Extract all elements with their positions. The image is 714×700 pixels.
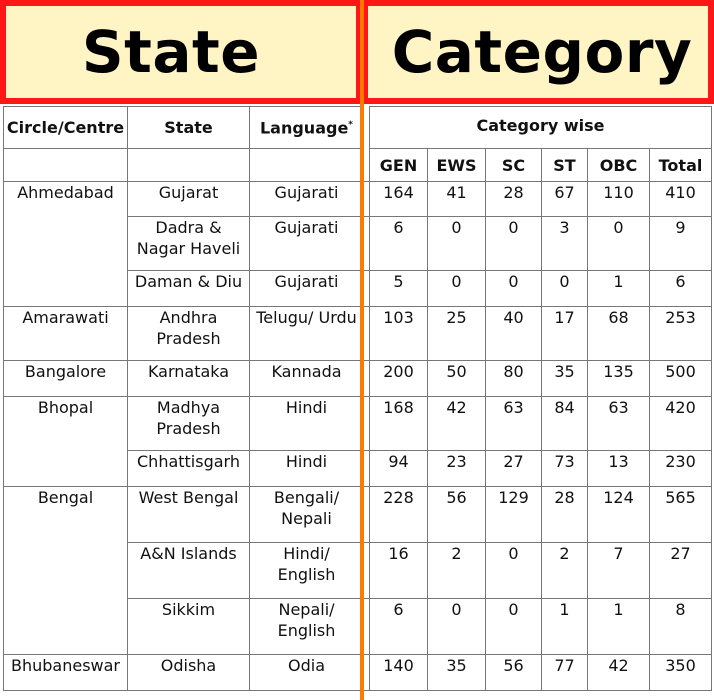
value-cell: 40 [486, 307, 542, 361]
header-row-2 [4, 149, 712, 182]
value-cell: 2 [428, 543, 486, 599]
state-cell: Andhra Pradesh [128, 307, 250, 361]
value-cell: 0 [542, 271, 588, 307]
vacancy-table [3, 106, 712, 691]
header-blank-1 [4, 149, 128, 182]
value-cell: 135 [588, 361, 650, 397]
category-banner [362, 0, 714, 104]
value-cell: 230 [650, 451, 712, 487]
value-cell: 7 [588, 543, 650, 599]
header-blank-3 [250, 149, 364, 182]
value-cell: 110 [588, 182, 650, 217]
value-cell: 253 [650, 307, 712, 361]
value-cell: 0 [486, 271, 542, 307]
header-row-1 [4, 107, 712, 149]
value-cell: 6 [650, 271, 712, 307]
state-cell: Dadra & Nagar Haveli [128, 217, 250, 271]
language-cell: Odia [250, 655, 364, 691]
value-cell: 35 [428, 655, 486, 691]
header-language-mark: * [348, 120, 354, 130]
state-banner-title: State [81, 18, 261, 86]
table-row [4, 487, 712, 543]
language-cell: Nepali/ English [250, 599, 364, 655]
circle-cell: Amarawati [4, 307, 128, 361]
value-cell: 27 [486, 451, 542, 487]
value-cell: 28 [486, 182, 542, 217]
value-cell: 0 [428, 599, 486, 655]
value-cell: 35 [542, 361, 588, 397]
language-cell: Gujarati [250, 182, 364, 217]
state-cell: A&N Islands [128, 543, 250, 599]
header-language [250, 107, 364, 149]
header-blank-2 [128, 149, 250, 182]
value-cell: 0 [428, 271, 486, 307]
language-cell: Hindi [250, 397, 364, 451]
value-cell: 42 [428, 397, 486, 451]
value-cell: 0 [486, 599, 542, 655]
value-cell: 3 [542, 217, 588, 271]
value-cell: 13 [588, 451, 650, 487]
value-cell: 350 [650, 655, 712, 691]
table-row [4, 361, 712, 397]
state-cell: West Bengal [128, 487, 250, 543]
column-divider [360, 0, 364, 700]
header-sc: SC [486, 149, 542, 182]
value-cell: 0 [486, 543, 542, 599]
value-cell: 56 [486, 655, 542, 691]
value-cell: 16 [370, 543, 428, 599]
value-cell: 129 [486, 487, 542, 543]
value-cell: 103 [370, 307, 428, 361]
value-cell: 0 [588, 217, 650, 271]
value-cell: 63 [588, 397, 650, 451]
value-cell: 420 [650, 397, 712, 451]
header-ews: EWS [428, 149, 486, 182]
table-row [4, 655, 712, 691]
state-cell: Chhattisgarh [128, 451, 250, 487]
value-cell: 73 [542, 451, 588, 487]
value-cell: 6 [370, 217, 428, 271]
value-cell: 50 [428, 361, 486, 397]
value-cell: 0 [428, 217, 486, 271]
value-cell: 565 [650, 487, 712, 543]
state-cell: Madhya Pradesh [128, 397, 250, 451]
value-cell: 2 [542, 543, 588, 599]
state-cell: Daman & Diu [128, 271, 250, 307]
header-total: Total [650, 149, 712, 182]
value-cell: 140 [370, 655, 428, 691]
language-cell: Hindi [250, 451, 364, 487]
state-banner [0, 0, 362, 104]
value-cell: 8 [650, 599, 712, 655]
category-banner-title: Category [391, 18, 693, 86]
value-cell: 67 [542, 182, 588, 217]
language-cell: Hindi/ English [250, 543, 364, 599]
value-cell: 164 [370, 182, 428, 217]
value-cell: 228 [370, 487, 428, 543]
value-cell: 41 [428, 182, 486, 217]
table-row [4, 397, 712, 451]
header-category-group: Category wise [370, 107, 712, 149]
value-cell: 23 [428, 451, 486, 487]
value-cell: 500 [650, 361, 712, 397]
value-cell: 1 [588, 271, 650, 307]
value-cell: 27 [650, 543, 712, 599]
value-cell: 1 [588, 599, 650, 655]
value-cell: 124 [588, 487, 650, 543]
header-obc: OBC [588, 149, 650, 182]
state-cell: Sikkim [128, 599, 250, 655]
value-cell: 42 [588, 655, 650, 691]
language-cell: Bengali/ Nepali [250, 487, 364, 543]
state-cell: Odisha [128, 655, 250, 691]
circle-cell: Bhopal [4, 397, 128, 487]
header-circle: Circle/Centre [4, 107, 128, 149]
value-cell: 9 [650, 217, 712, 271]
value-cell: 0 [486, 217, 542, 271]
header-state: State [128, 107, 250, 149]
header-gen: GEN [370, 149, 428, 182]
value-cell: 6 [370, 599, 428, 655]
value-cell: 410 [650, 182, 712, 217]
language-cell: Telugu/ Urdu [250, 307, 364, 361]
language-cell: Kannada [250, 361, 364, 397]
value-cell: 68 [588, 307, 650, 361]
circle-cell: Ahmedabad [4, 182, 128, 307]
header-st: ST [542, 149, 588, 182]
value-cell: 17 [542, 307, 588, 361]
value-cell: 200 [370, 361, 428, 397]
language-cell: Gujarati [250, 271, 364, 307]
value-cell: 1 [542, 599, 588, 655]
circle-cell: Bhubaneswar [4, 655, 128, 691]
circle-cell: Bangalore [4, 361, 128, 397]
circle-cell: Bengal [4, 487, 128, 655]
value-cell: 77 [542, 655, 588, 691]
value-cell: 168 [370, 397, 428, 451]
value-cell: 56 [428, 487, 486, 543]
value-cell: 94 [370, 451, 428, 487]
value-cell: 80 [486, 361, 542, 397]
value-cell: 84 [542, 397, 588, 451]
value-cell: 25 [428, 307, 486, 361]
state-cell: Karnataka [128, 361, 250, 397]
language-cell: Gujarati [250, 217, 364, 271]
state-cell: Gujarat [128, 182, 250, 217]
table-row [4, 182, 712, 217]
value-cell: 5 [370, 271, 428, 307]
header-language-label: Language [259, 118, 349, 138]
table-row [4, 307, 712, 361]
value-cell: 28 [542, 487, 588, 543]
value-cell: 63 [486, 397, 542, 451]
